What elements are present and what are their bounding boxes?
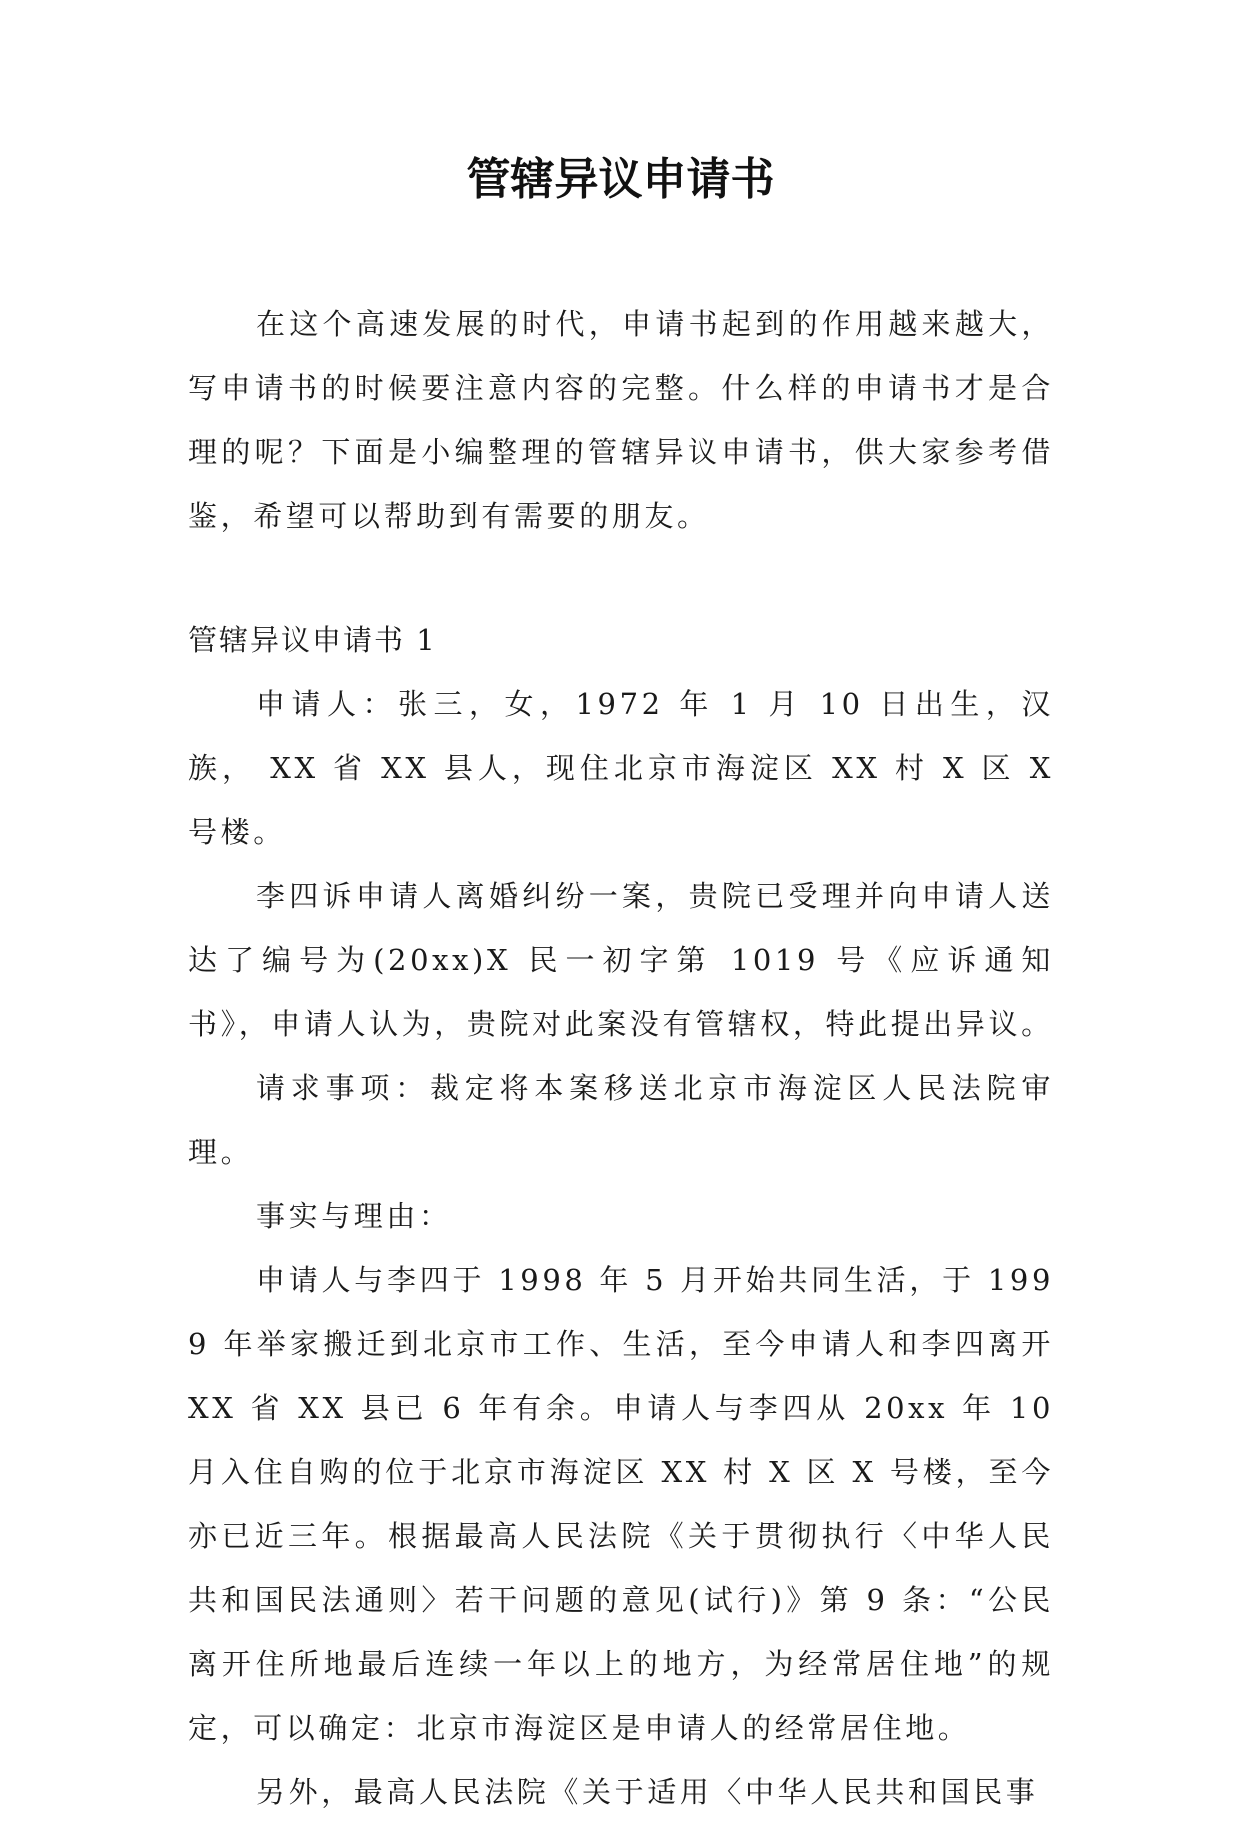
additional-paragraph: 另外，最高人民法院《关于适用〈中华人民共和国民事 bbox=[256, 1775, 1039, 1809]
facts-heading: 事实与理由： bbox=[256, 1199, 452, 1233]
case-paragraph: 李四诉申请人离婚纠纷一案，贵院已受理并向申请人送达了编号为(20xx)X 民一初字第 1019 号《应诉通知书》，申请人认为，贵院对此案没有管辖权，特此提出异议。 bbox=[188, 879, 1054, 1041]
facts-paragraph: 申请人与李四于 1998 年 5 月开始共同生活，于 1999 年举家搬迁到北京市工作、生活，至今申请人和李四离开 XX 省 XX 县已 6 年有余。申请人与李四从 20xx 年 10 月入住自购的位于北京市海淀区 XX 村 X 区 X 号楼，至今亦已近三年。根据最高人民法院《关于贯彻执行〈中华人民共和国民法通则〉若干问题的意见(试行)》第 9 条：“公民离开住所地最后连续一年以上的地方，为经常居住地”的规定，可以确定：北京市海淀区是申请人的经常居住地。 bbox=[188, 1263, 1054, 1745]
document-body bbox=[188, 292, 1054, 1824]
section-heading: 管辖异议申请书 1 bbox=[188, 623, 437, 657]
applicant-paragraph: 申请人：张三，女，1972 年 1 月 10 日出生，汉族， XX 省 XX 县人，现住北京市海淀区 XX 村 X 区 X 号楼。 bbox=[188, 687, 1054, 849]
intro-paragraph: 在这个高速发展的时代，申请书起到的作用越来越大，写申请书的时候要注意内容的完整。什么样的申请书才是合理的呢？下面是小编整理的管辖异议申请书，供大家参考借鉴，希望可以帮助到有需要的朋友。 bbox=[188, 307, 1054, 533]
section-gap bbox=[188, 548, 1054, 608]
document-title: 管辖异议申请书 bbox=[466, 154, 775, 205]
request-paragraph: 请求事项：裁定将本案移送北京市海淀区人民法院审理。 bbox=[188, 1071, 1054, 1169]
